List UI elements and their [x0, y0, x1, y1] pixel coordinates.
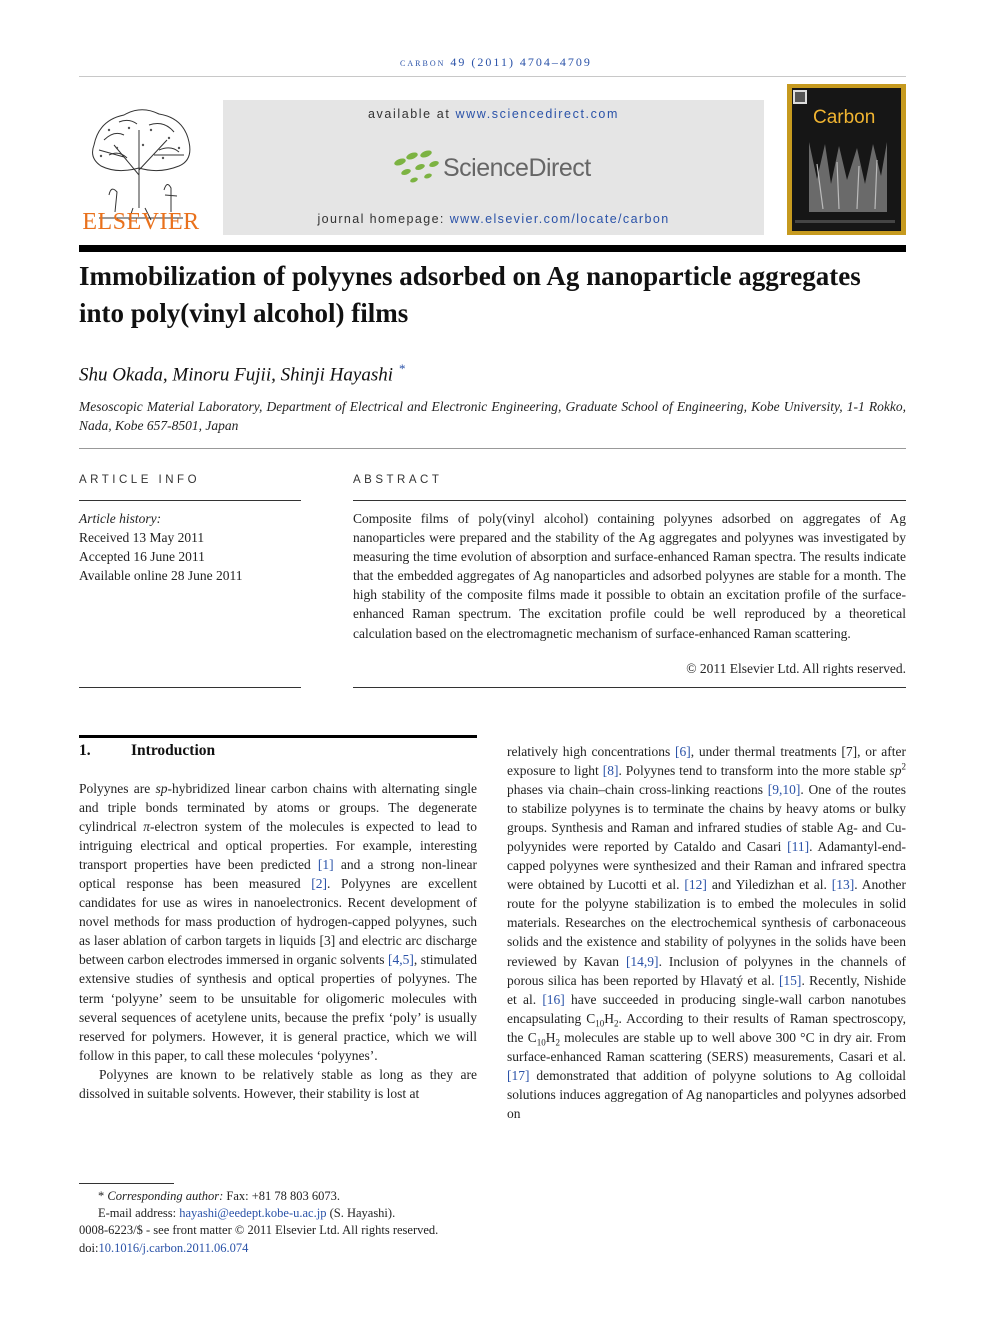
section-rule — [79, 735, 477, 738]
body-column-right — [507, 742, 906, 1123]
publisher-wordmark: ELSEVIER — [82, 209, 200, 235]
section-heading — [79, 742, 215, 760]
journal-homepage-link[interactable]: www.elsevier.com/locate/carbon — [449, 212, 670, 226]
affiliation-rule — [79, 448, 906, 449]
article-info-top-rule — [79, 500, 301, 501]
online-date: Available online 28 June 2011 — [79, 568, 243, 583]
article-title: Immobilization of polyynes adsorbed on Ag nanoparticle aggregates into poly(vinyl alcohol) films — [79, 261, 861, 328]
corresponding-author-mark[interactable]: * — [399, 361, 406, 376]
footnote-rule — [79, 1183, 174, 1184]
authors-text: Shu Okada, Minoru Fujii, Shinji Hayashi — [79, 364, 394, 386]
available-at-line — [223, 107, 764, 121]
header-rule — [79, 76, 906, 77]
email-link[interactable]: hayashi@eedept.kobe-u.ac.jp — [179, 1206, 327, 1221]
email-suffix: (S. Hayashi). — [326, 1206, 396, 1221]
citation-link[interactable]: [4,5] — [388, 952, 414, 968]
citation-link[interactable]: [1] — [317, 857, 334, 873]
intro-paragraph-2-cont: relatively high concentrations [6], under thermal treatments [7], or after exposure to light [8]. Polyynes tend to transform into the more stable $sp^2$ phases via chain–chain cross-linking reactions [9,10]. One of the routes to stabilize polyynes is to terminate the chains by heavy atoms or bulky groups. Synthesis and Raman and infrared studies of stable Ag- and Cu-polyynides were reported by Cataldo and Casari [11]. Adamantyl-end-capped polyynes were synthesized and their Raman and infrared spectra were obtained by Lucotti et al. [12] and Yiledizhan et al. [13]. Another route for the polyyne stabilization is to embed the molecules in solid materials. Researches on the electrochemical synthesis of carbonaceous solids and the existence and stability of polyynes in the solids have been reviewed by Kavan [14,9]. Inclusion of polyynes in the channels of porous silica has been reported by Hlavatý et al. [15]. Recently, Nishide et al. [16] have succeeded in producing single-wall carbon nanotubes encapsulating $C_{10}H_2$. According to their results of Raman spectroscopy, the $C_{10}H_2$ molecules are stable up to well above 300 °C in dry air. From surface-enhanced Raman scattering (SERS) measurements, Casari et al. [17] demonstrated that addition of polyyne solutions to Ag colloidal solutions induces aggregation of Ag nanoparticles and polyynes adsorbed on — [507, 744, 907, 1121]
citation-link[interactable]: [16] — [542, 991, 565, 1007]
masthead-rule — [79, 245, 906, 252]
fax-text: Fax: +81 78 803 6073. — [223, 1189, 341, 1203]
doi-line — [79, 1240, 579, 1257]
footnotes — [79, 1188, 579, 1257]
article-info-heading: ARTICLE INFO — [79, 474, 201, 486]
body-column-left — [79, 779, 477, 1103]
citation-link[interactable]: [11] — [787, 839, 810, 855]
citation-link[interactable]: [6] — [675, 744, 691, 759]
running-head: carbon 49 (2011) 4704–4709 — [400, 55, 592, 69]
abstract-copyright: © 2011 Elsevier Ltd. All rights reserved. — [686, 661, 906, 676]
intro-paragraph-1: Polyynes are sp-hybridized linear carbon chains with alternating single and triple bonds terminated by atoms or groups. The degenerate cylindrical π-electron system of the molecules is expected to lead to intriguing electrical and optical properties. For example, interesting transport properties have been predicted [1] and a strong non-linear optical response has been measured [2]. Polyynes are excellent candidates for use as wires in nanoelectronics. Recent development of novel methods for mass production of hydrogen-capped polyynes, such as laser ablation of carbon targets in liquids [3] and electric arc discharge between carbon electrodes immersed in organic solvents [4,5], stimulated extensive studies of synthesis and optical properties of polyynes. The term ‘polyyne’ seem to be unsuitable for oligomeric molecules with several sequences of acetylene units, because the prefix ‘poly’ is usually reserved for polymers. However, it is general practice, which we will follow in this paper, to call these molecules ‘polyynes’. — [79, 781, 477, 1063]
corresponding-author-note: * Corresponding author: Fax: +81 78 803 6073. — [98, 1189, 341, 1203]
sciencedirect-wordmark: ScienceDirect — [443, 154, 591, 182]
abstract-top-rule — [353, 500, 906, 501]
citation-link[interactable]: [8] — [602, 763, 619, 779]
doi-link[interactable]: 10.1016/j.carbon.2011.06.074 — [98, 1240, 249, 1255]
journal-cover-title: Carbon — [813, 107, 876, 128]
article-history — [79, 509, 301, 585]
citation-link[interactable]: [13] — [831, 877, 855, 893]
section-number: 1. — [79, 742, 91, 759]
affiliation: Mesoscopic Material Laboratory, Department of Electrical and Electronic Engineering, Graduate School of Engineering, Kobe University, 1-1 Rokko, Nada, Kobe 657-8501, Japan — [79, 399, 906, 433]
sciencedirect-link[interactable]: www.sciencedirect.com — [455, 107, 620, 121]
abstract-text: Composite films of poly(vinyl alcohol) containing polyynes adsorbed on aggregates of Ag nanoparticles were prepared and the stability of the Ag aggregates and polyynes was investigated by measuring the time evolution of absorption and surface-enhanced Raman spectra. The results indicate that the embedded aggregates of Ag nanoparticles and adsorbed polyynes are stable for a month. The high stability of the composite films made it possible to obtain an excitation profile of the surface-enhanced Raman spectrum. The excitation profile could be well reproduced by a theoretical calculation based on the electromagnetic mechanism of surface-enhanced Raman scattering. — [353, 511, 906, 641]
corresponding-label: Corresponding author: — [107, 1189, 224, 1203]
citation-link[interactable]: [17] — [507, 1067, 530, 1083]
journal-homepage-line — [223, 212, 764, 226]
abstract-bottom-rule — [353, 687, 906, 688]
citation-link[interactable]: [12] — [684, 877, 707, 893]
abstract-heading: ABSTRACT — [353, 474, 443, 486]
citation-link[interactable]: [9,10] — [767, 782, 801, 798]
doi-prefix: doi: — [79, 1240, 99, 1255]
homepage-prefix: journal homepage: — [317, 212, 450, 226]
available-prefix: available at — [367, 107, 456, 121]
intro-paragraph-2: Polyynes are known to be relatively stable as long as they are dissolved in suitable solvents. However, their stability is lost at — [79, 1066, 477, 1101]
accepted-date: Accepted 16 June 2011 — [79, 549, 205, 564]
citation-link[interactable]: [14,9] — [625, 953, 659, 969]
issn-line: 0008-6223/$ - see front matter © 2011 Elsevier Ltd. All rights reserved. — [79, 1223, 439, 1238]
email-note — [79, 1205, 579, 1222]
received-date: Received 13 May 2011 — [79, 530, 205, 545]
citation-link[interactable]: [15] — [778, 972, 802, 988]
article-info-bottom-rule — [79, 687, 301, 688]
citation-link[interactable]: [2] — [311, 876, 328, 892]
email-prefix: E-mail address: — [98, 1206, 180, 1221]
section-title: Introduction — [131, 742, 216, 759]
history-label: Article history: — [79, 511, 162, 526]
author-list — [79, 361, 906, 386]
